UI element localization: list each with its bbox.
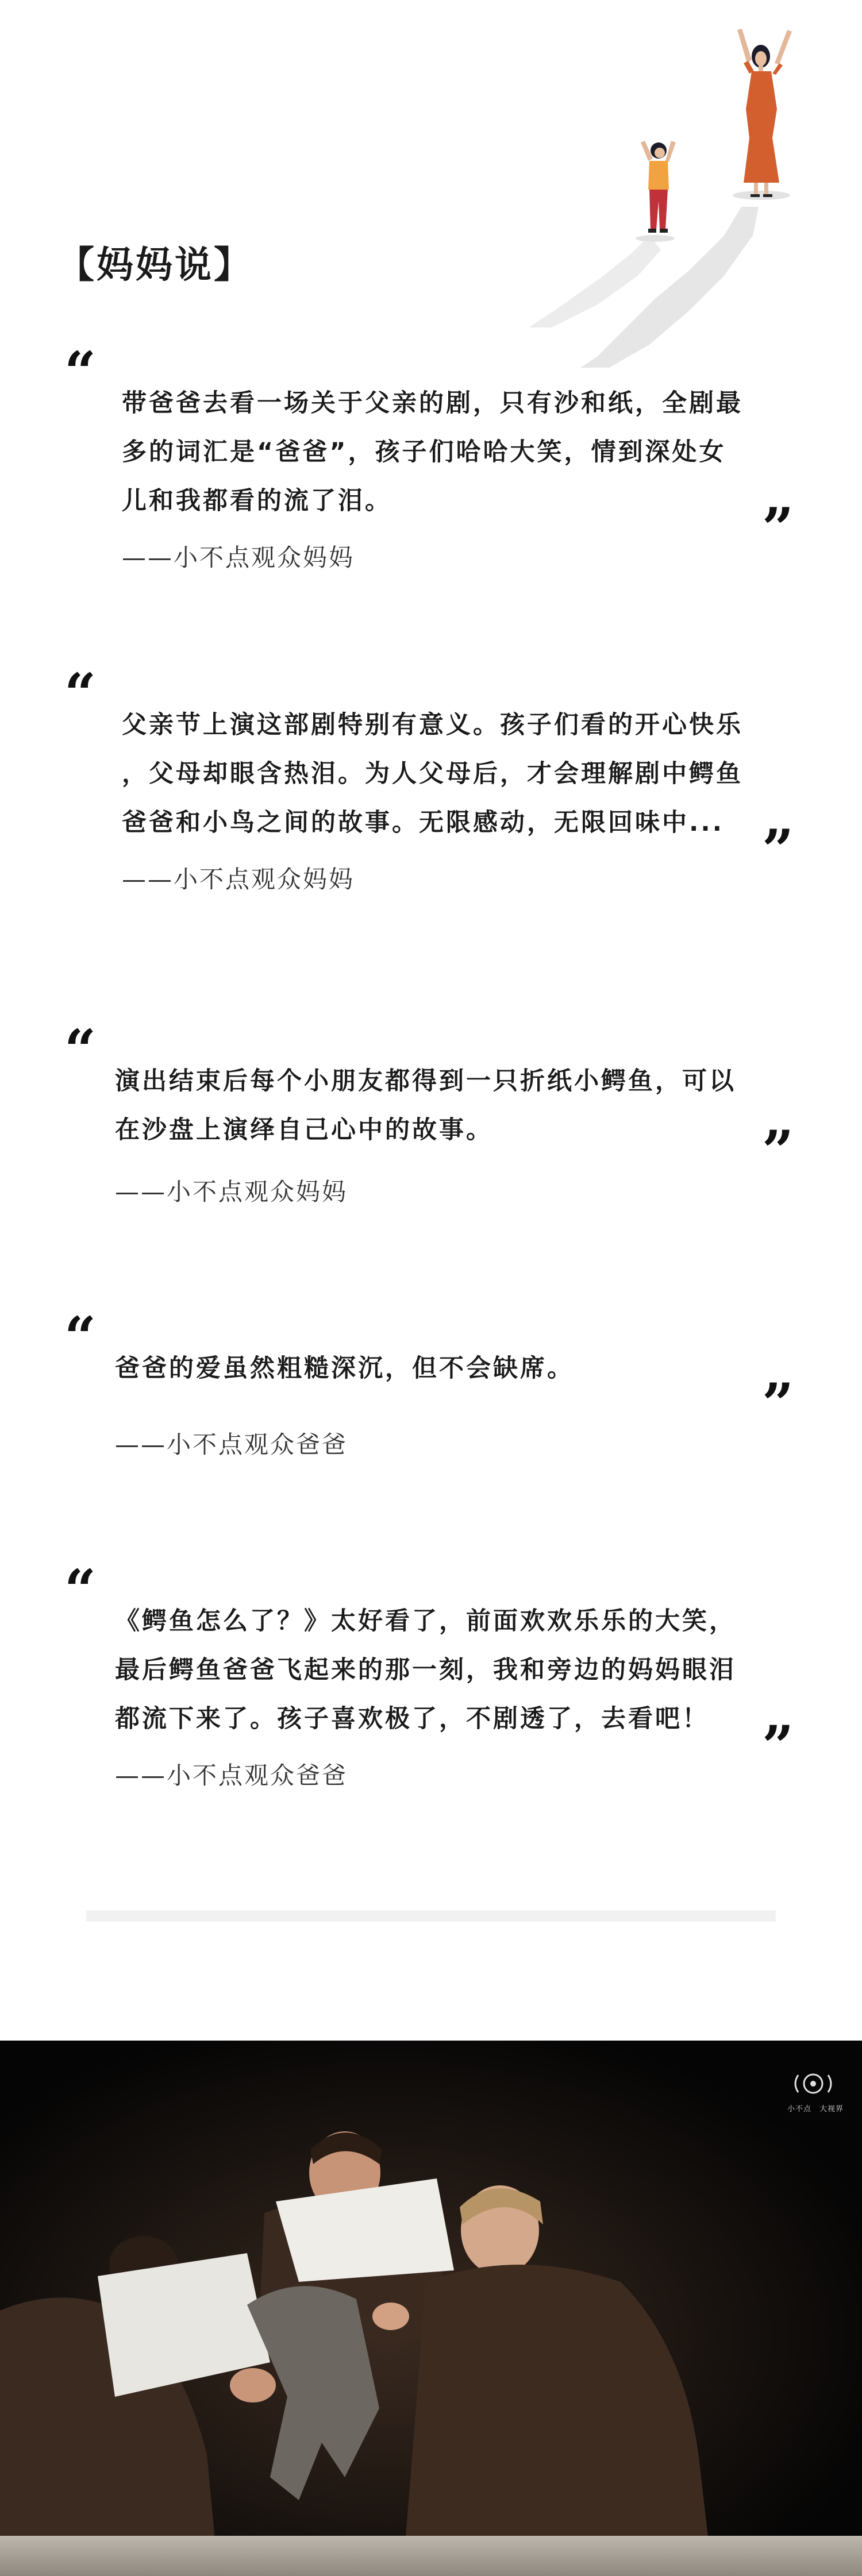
quote-attribution: ——小不点观众爸爸 xyxy=(115,1761,348,1790)
open-quote-icon: “ xyxy=(64,661,97,726)
quote-attribution: ——小不点观众妈妈 xyxy=(122,865,355,893)
quote-card xyxy=(0,1551,862,1810)
mother-figure xyxy=(737,29,792,197)
close-quote-icon: ” xyxy=(762,1714,794,1779)
quote-text xyxy=(115,1344,574,1393)
open-quote-icon: “ xyxy=(64,1017,97,1082)
quote-line: 父亲节上演这部剧特别有意义。孩子们看的开心快乐 xyxy=(122,711,743,739)
brand-logo xyxy=(787,2068,844,2114)
open-quote-icon: “ xyxy=(64,1557,97,1622)
stage-photo xyxy=(0,2041,862,2576)
quote-line: 《鳄鱼怎么了？》太好看了，前面欢欢乐乐的大笑， xyxy=(115,1607,736,1636)
close-quote-icon: ” xyxy=(762,1119,794,1183)
family-illustration xyxy=(517,23,816,379)
quote-line: ，父母却眼含热泪。为人父母后，才会理解剧中鳄鱼 xyxy=(122,759,743,788)
child-figure xyxy=(641,141,676,233)
quote-line: 爸爸和小鸟之间的故事。无限感动，无限回味中... xyxy=(122,808,725,837)
quote-text xyxy=(115,1597,736,1744)
quote-attribution: ——小不点观众妈妈 xyxy=(115,1178,348,1206)
quote-card xyxy=(0,655,862,913)
quote-text xyxy=(115,1057,736,1155)
quote-line: 都流下来了。孩子喜欢极了，不剧透了，去看吧！ xyxy=(115,1705,709,1733)
quote-line: 演出结束后每个小朋友都得到一只折纸小鳄鱼，可以 xyxy=(115,1067,736,1096)
divider xyxy=(86,1910,776,1922)
sand-floor xyxy=(0,2536,862,2576)
child-floor xyxy=(636,235,675,242)
close-quote-icon: ” xyxy=(762,1371,794,1436)
mother-floor xyxy=(733,191,790,200)
quote-line: 多的词汇是“爸爸”，孩子们哈哈大笑，情到深处女 xyxy=(122,438,726,466)
quote-line: 最后鳄鱼爸爸飞起来的那一刻，我和旁边的妈妈眼泪 xyxy=(115,1656,736,1684)
quote-line: 带爸爸去看一场关于父亲的剧，只有沙和纸，全剧最 xyxy=(122,389,743,418)
open-quote-icon: “ xyxy=(64,340,97,404)
logo-icon xyxy=(790,2068,836,2099)
close-quote-icon: ” xyxy=(762,817,794,882)
stage-scene xyxy=(0,2041,862,2576)
quote-line: 在沙盘上演绎自己心中的故事。 xyxy=(115,1116,493,1144)
quote-line: 爸爸的爱虽然粗糙深沉，但不会缺席。 xyxy=(115,1354,574,1383)
close-quote-icon: ” xyxy=(762,496,794,561)
open-quote-icon: “ xyxy=(64,1305,97,1370)
quote-card xyxy=(0,1011,862,1241)
quote-card xyxy=(0,333,862,592)
logo-text: 小不点 大视界 xyxy=(787,2105,844,2114)
section-title: 【妈妈说】 xyxy=(57,244,253,287)
quote-text xyxy=(122,701,743,847)
quote-text xyxy=(122,379,743,526)
hand xyxy=(230,2368,276,2403)
hand xyxy=(372,2303,409,2330)
quote-line: 儿和我都看的流了泪。 xyxy=(122,487,392,515)
quote-attribution: ——小不点观众爸爸 xyxy=(115,1430,348,1459)
quote-attribution: ——小不点观众妈妈 xyxy=(122,543,355,572)
quote-card xyxy=(0,1298,862,1494)
